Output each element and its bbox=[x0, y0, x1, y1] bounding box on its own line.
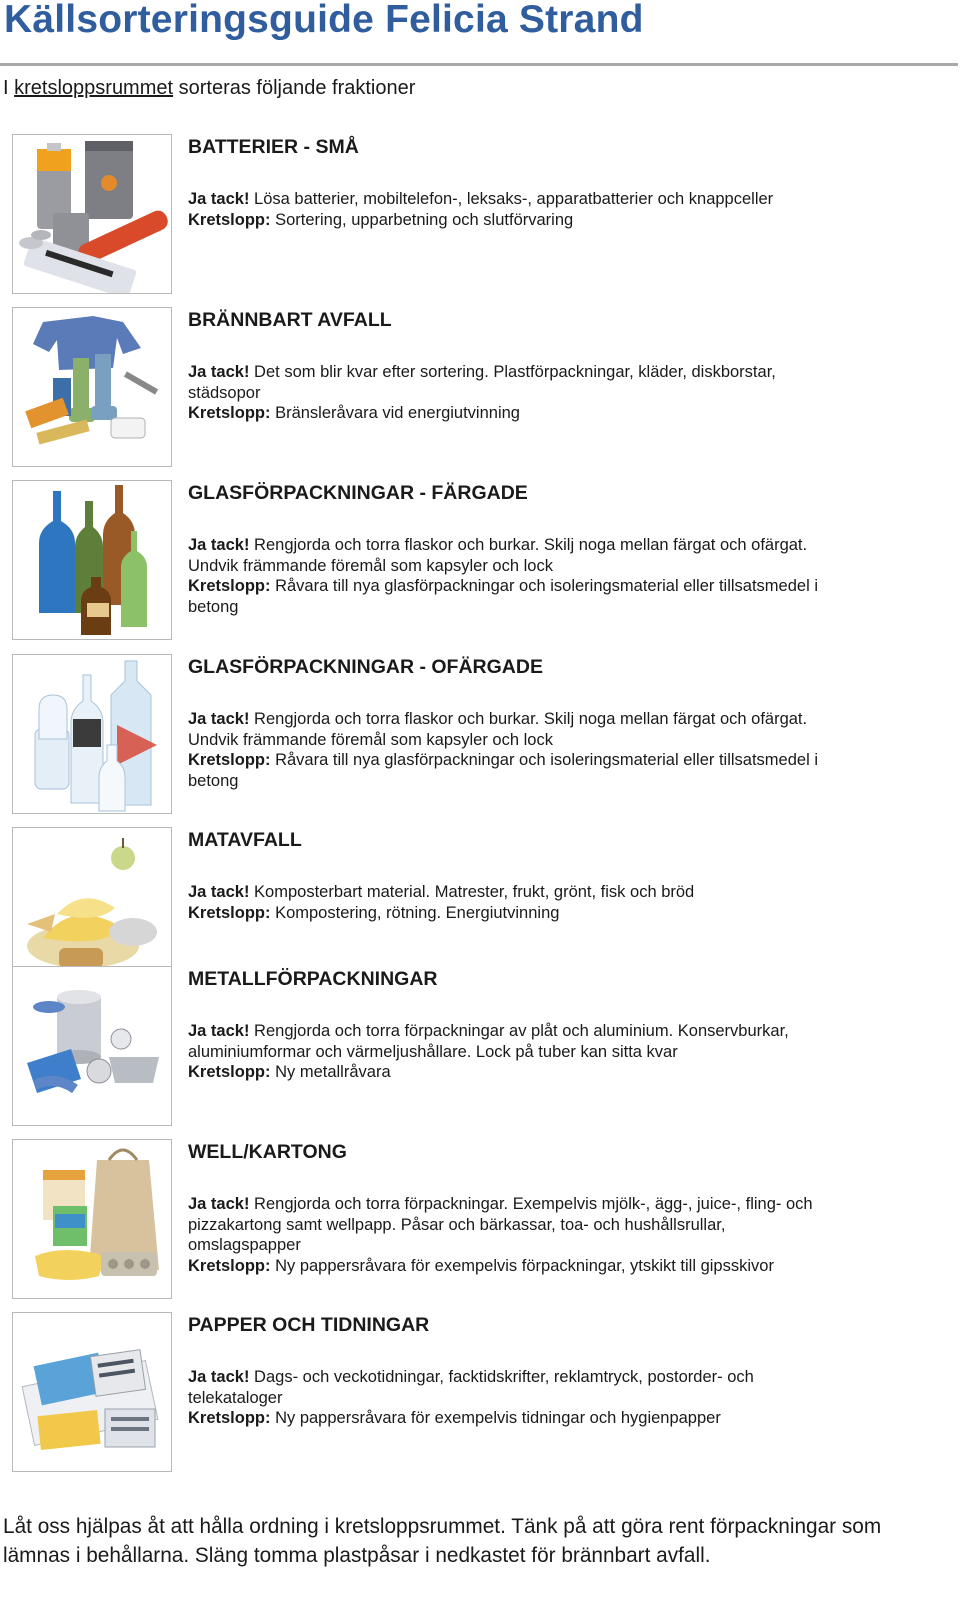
intro-text bbox=[3, 77, 415, 100]
ja-tack-text: Rengjorda och torra förpackningar av plåt och aluminium. Konservburkar, aluminiumformar och värmeljushållare. Lock på tuber kan sitta kvar bbox=[188, 1022, 789, 1061]
section-body bbox=[188, 189, 828, 230]
ja-tack-label: Ja tack! bbox=[188, 1022, 250, 1040]
kretslopp-text: Råvara till nya glasförpackningar och isoleringsmaterial eller tillsatsmedel i betong bbox=[188, 577, 818, 616]
ja-tack-label: Ja tack! bbox=[188, 883, 250, 901]
section-well-kartong bbox=[12, 1139, 942, 1299]
section-batterier bbox=[12, 134, 942, 294]
batteries-illustration bbox=[12, 134, 172, 294]
ja-tack-text: Komposterbart material. Matrester, frukt, grönt, fisk och bröd bbox=[249, 883, 695, 901]
kretslopp-text: Råvara till nya glasförpackningar och isoleringsmaterial eller tillsatsmedel i betong bbox=[188, 751, 818, 790]
ja-tack-label: Ja tack! bbox=[188, 710, 250, 728]
section-brannbart bbox=[12, 307, 942, 467]
kretslopp-label: Kretslopp: bbox=[188, 751, 271, 770]
kretsloppsrummet-link[interactable]: kretsloppsrummet bbox=[14, 77, 174, 99]
section-body bbox=[188, 1194, 828, 1276]
section-matavfall bbox=[12, 827, 942, 987]
section-papper bbox=[12, 1312, 942, 1472]
section-body bbox=[188, 709, 828, 791]
intro-prefix: I bbox=[3, 77, 15, 99]
footer-note: Låt oss hjälpas åt att hålla ordning i kretsloppsrummet. Tänk på att göra rent förpackningar som lämnas i behållarna. Släng tomma plastpåsar i nedkastet för brännbart avfall. bbox=[3, 1515, 882, 1567]
page-title: Källsorteringsguide Felicia Strand bbox=[4, 0, 644, 41]
kretslopp-text: Ny pappersråvara för exempelvis tidningar och hygienpapper bbox=[270, 1409, 721, 1428]
ja-tack-text: Det som blir kvar efter sortering. Plastförpackningar, kläder, diskborstar, städsopor bbox=[188, 363, 776, 402]
section-metall bbox=[12, 966, 942, 1126]
intro-suffix: sorteras följande fraktioner bbox=[173, 77, 416, 99]
kretslopp-label: Kretslopp: bbox=[188, 1063, 271, 1082]
kretslopp-text: Ny metallråvara bbox=[270, 1063, 391, 1082]
ja-tack-label: Ja tack! bbox=[188, 1195, 250, 1213]
kretslopp-label: Kretslopp: bbox=[188, 404, 271, 423]
extra-text: Undvik främmande föremål som kapsyler och lock bbox=[188, 556, 553, 575]
ja-tack-text: Rengjorda och torra flaskor och burkar. Skilj noga mellan färgat och ofärgat. bbox=[249, 536, 808, 554]
section-glas-fargade bbox=[12, 480, 942, 640]
ja-tack-label: Ja tack! bbox=[188, 1368, 250, 1386]
kretslopp-label: Kretslopp: bbox=[188, 577, 271, 596]
title-divider bbox=[0, 63, 958, 66]
metal-packaging-illustration bbox=[12, 966, 172, 1126]
cardboard-illustration bbox=[12, 1139, 172, 1299]
kretslopp-label: Kretslopp: bbox=[188, 903, 271, 922]
section-body bbox=[188, 1021, 828, 1083]
section-heading: WELL/KARTONG bbox=[188, 1141, 347, 1163]
burnable-waste-illustration bbox=[12, 307, 172, 467]
section-body bbox=[188, 1367, 828, 1429]
ja-tack-text: Rengjorda och torra förpackningar. Exempelvis mjölk-, ägg-, juice-, fling- och pizzakartong samt wellpapp. Påsar och bärkassar, toa- och hushållsrullar, omslagspapper bbox=[188, 1195, 813, 1255]
section-heading: METALLFÖRPACKNINGAR bbox=[188, 968, 438, 990]
section-body bbox=[188, 535, 828, 617]
ja-tack-text: Rengjorda och torra flaskor och burkar. Skilj noga mellan färgat och ofärgat. bbox=[249, 710, 808, 728]
section-glas-ofargade bbox=[12, 654, 942, 814]
food-waste-illustration bbox=[12, 827, 172, 987]
section-heading: BRÄNNBART AVFALL bbox=[188, 309, 392, 331]
kretslopp-text: Sortering, upparbetning och slutförvaring bbox=[270, 210, 574, 229]
clear-glass-illustration bbox=[12, 654, 172, 814]
ja-tack-label: Ja tack! bbox=[188, 363, 250, 381]
extra-text: Undvik främmande föremål som kapsyler och lock bbox=[188, 730, 553, 749]
section-body bbox=[188, 362, 828, 424]
kretslopp-label: Kretslopp: bbox=[188, 1409, 271, 1428]
section-heading: GLASFÖRPACKNINGAR - FÄRGADE bbox=[188, 482, 528, 504]
ja-tack-label: Ja tack! bbox=[188, 190, 250, 208]
section-body bbox=[188, 882, 828, 923]
kretslopp-text: Ny pappersråvara för exempelvis förpackningar, ytskikt till gipsskivor bbox=[270, 1256, 774, 1275]
ja-tack-label: Ja tack! bbox=[188, 536, 250, 554]
section-heading: MATAVFALL bbox=[188, 829, 302, 851]
kretslopp-label: Kretslopp: bbox=[188, 1256, 271, 1275]
ja-tack-text: Lösa batterier, mobiltelefon-, leksaks-, apparatbatterier och knappceller bbox=[249, 190, 774, 208]
section-heading: BATTERIER - SMÅ bbox=[188, 136, 359, 158]
section-heading: PAPPER OCH TIDNINGAR bbox=[188, 1314, 430, 1336]
kretslopp-text: Bränsleråvara vid energiutvinning bbox=[270, 404, 520, 423]
kretslopp-text: Kompostering, rötning. Energiutvinning bbox=[270, 903, 560, 922]
section-heading: GLASFÖRPACKNINGAR - OFÄRGADE bbox=[188, 656, 543, 678]
kretslopp-label: Kretslopp: bbox=[188, 210, 271, 229]
colored-glass-illustration bbox=[12, 480, 172, 640]
newspapers-illustration bbox=[12, 1312, 172, 1472]
ja-tack-text: Dags- och veckotidningar, facktidskrifter, reklamtryck, postorder- och telekataloger bbox=[188, 1368, 754, 1407]
